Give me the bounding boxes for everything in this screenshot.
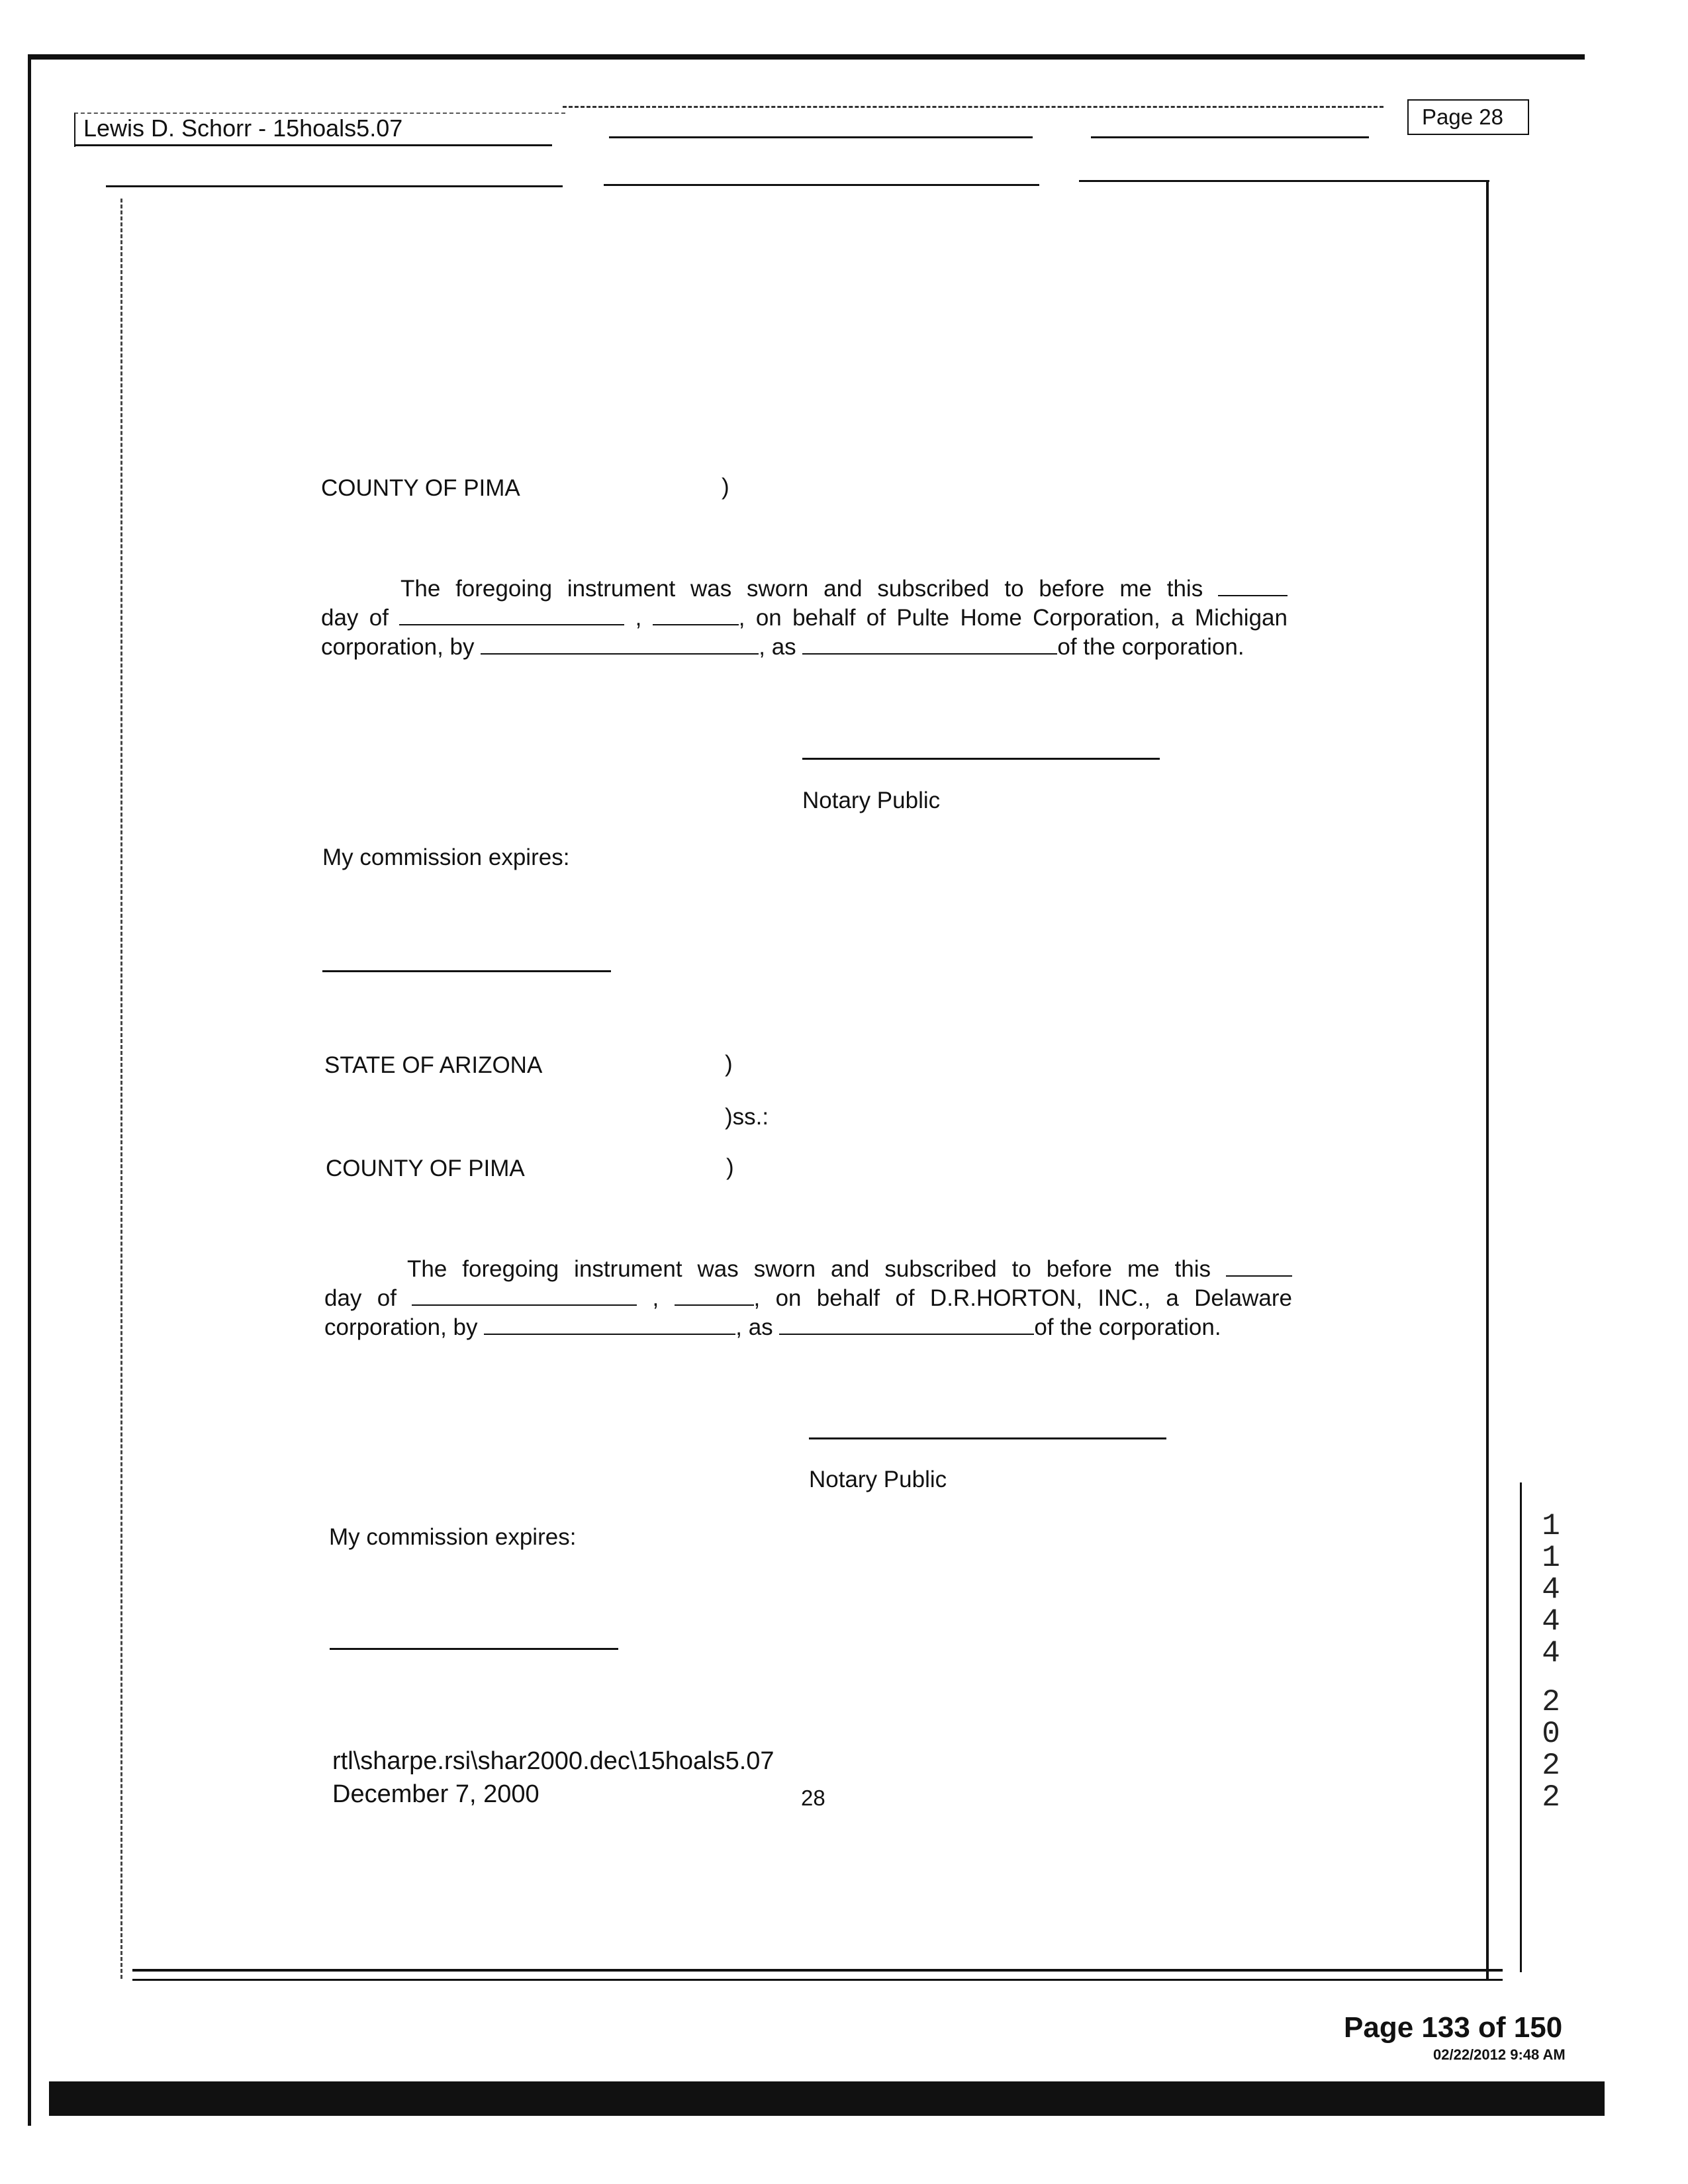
top-border — [28, 54, 1585, 60]
bottom-bar — [49, 2081, 1605, 2116]
commission-label-1: My commission expires: — [322, 844, 570, 870]
stamp-char: 2 — [1542, 1749, 1560, 1783]
document-page-number: 28 — [801, 1786, 825, 1810]
sworn-2-line3a: corporation, by — [324, 1314, 478, 1340]
rule-row2-mid — [604, 184, 1039, 186]
stamp-char: 4 — [1542, 1636, 1560, 1670]
header-line-right — [1091, 136, 1369, 138]
notary-label-1: Notary Public — [802, 788, 941, 813]
notary-signature-line-1 — [802, 758, 1160, 760]
sworn-1-line3a: corporation, by — [321, 634, 475, 660]
document-date: December 7, 2000 — [332, 1780, 539, 1808]
header-page-label: Page 28 — [1422, 105, 1503, 129]
ss-label: )ss.: — [725, 1104, 769, 1130]
stamp-char: 4 — [1542, 1604, 1560, 1639]
sworn-paragraph-2: The foregoing instrument was sworn and subscribed to before me this day of , , on behalf of D.R.HORTON, INC., a Delaware corporation, by , as of the corporation. — [324, 1256, 1292, 1340]
commission-label-2: My commission expires: — [329, 1524, 577, 1550]
print-timestamp: 02/22/2012 9:48 AM — [1433, 2046, 1566, 2063]
sworn-1-line2a: day of — [321, 605, 389, 631]
notary-label-2: Notary Public — [809, 1467, 947, 1492]
county-label-2: COUNTY OF PIMA — [326, 1156, 525, 1181]
left-border — [28, 54, 31, 2126]
rule-row2-right — [1079, 180, 1489, 182]
sworn-2-line2b: , on behalf of D.R.HORTON, INC., a Delaware — [753, 1285, 1292, 1311]
sworn-2-line2a: day of — [324, 1285, 397, 1311]
rule-row2-left — [106, 185, 563, 187]
state-paren: ) — [725, 1051, 733, 1077]
header-page-box — [1407, 99, 1529, 135]
header-line-left — [74, 144, 552, 146]
stamp-char: 4 — [1542, 1572, 1560, 1607]
header-dashed-top — [563, 106, 1383, 108]
inner-frame-bottom-2 — [132, 1979, 1503, 1981]
sworn-1-line3c: of the corporation. — [1057, 634, 1244, 660]
stamp-char: 2 — [1542, 1780, 1560, 1815]
county-label-1: COUNTY OF PIMA — [321, 475, 520, 501]
right-margin-line — [1520, 1482, 1522, 1972]
page-count-label: Page 133 of 150 — [1344, 2011, 1563, 2044]
inner-frame-left — [120, 199, 122, 1979]
notary-signature-line-2 — [809, 1437, 1166, 1439]
stamp-char: 1 — [1542, 1541, 1560, 1575]
file-path: rtl\sharpe.rsi\shar2000.dec\15hoals5.07 — [332, 1747, 774, 1775]
sworn-2-line3b: , as — [735, 1314, 773, 1340]
commission-line-2 — [330, 1648, 618, 1650]
county-paren-2: ) — [726, 1154, 734, 1180]
county-paren-1: ) — [722, 474, 729, 500]
sworn-2-line3c: of the corporation. — [1034, 1314, 1221, 1340]
sworn-1-line1: The foregoing instrument was sworn and subscribed to before me this — [400, 576, 1203, 602]
sworn-1-line3b: , as — [759, 634, 796, 660]
header-left-label: Lewis D. Schorr - 15hoals5.07 — [83, 114, 403, 142]
sworn-1-line2b: , on behalf of Pulte Home Corporation, a Michigan — [738, 605, 1288, 631]
stamp-char: 0 — [1542, 1717, 1560, 1751]
stamp-char: 2 — [1542, 1685, 1560, 1719]
inner-frame-right — [1486, 180, 1489, 1979]
state-label: STATE OF ARIZONA — [324, 1052, 543, 1078]
commission-line-1 — [322, 970, 611, 972]
sworn-2-line1: The foregoing instrument was sworn and subscribed to before me this — [407, 1256, 1211, 1282]
header-line-mid — [609, 136, 1033, 138]
recording-stamp — [1534, 1510, 1568, 1813]
inner-frame-bottom-1 — [132, 1969, 1503, 1972]
sworn-paragraph-1: The foregoing instrument was sworn and subscribed to before me this day of , , on behalf of Pulte Home Corporation, a Michigan corporation, by , as of the corporation. — [321, 576, 1288, 660]
stamp-char: 1 — [1542, 1509, 1560, 1543]
